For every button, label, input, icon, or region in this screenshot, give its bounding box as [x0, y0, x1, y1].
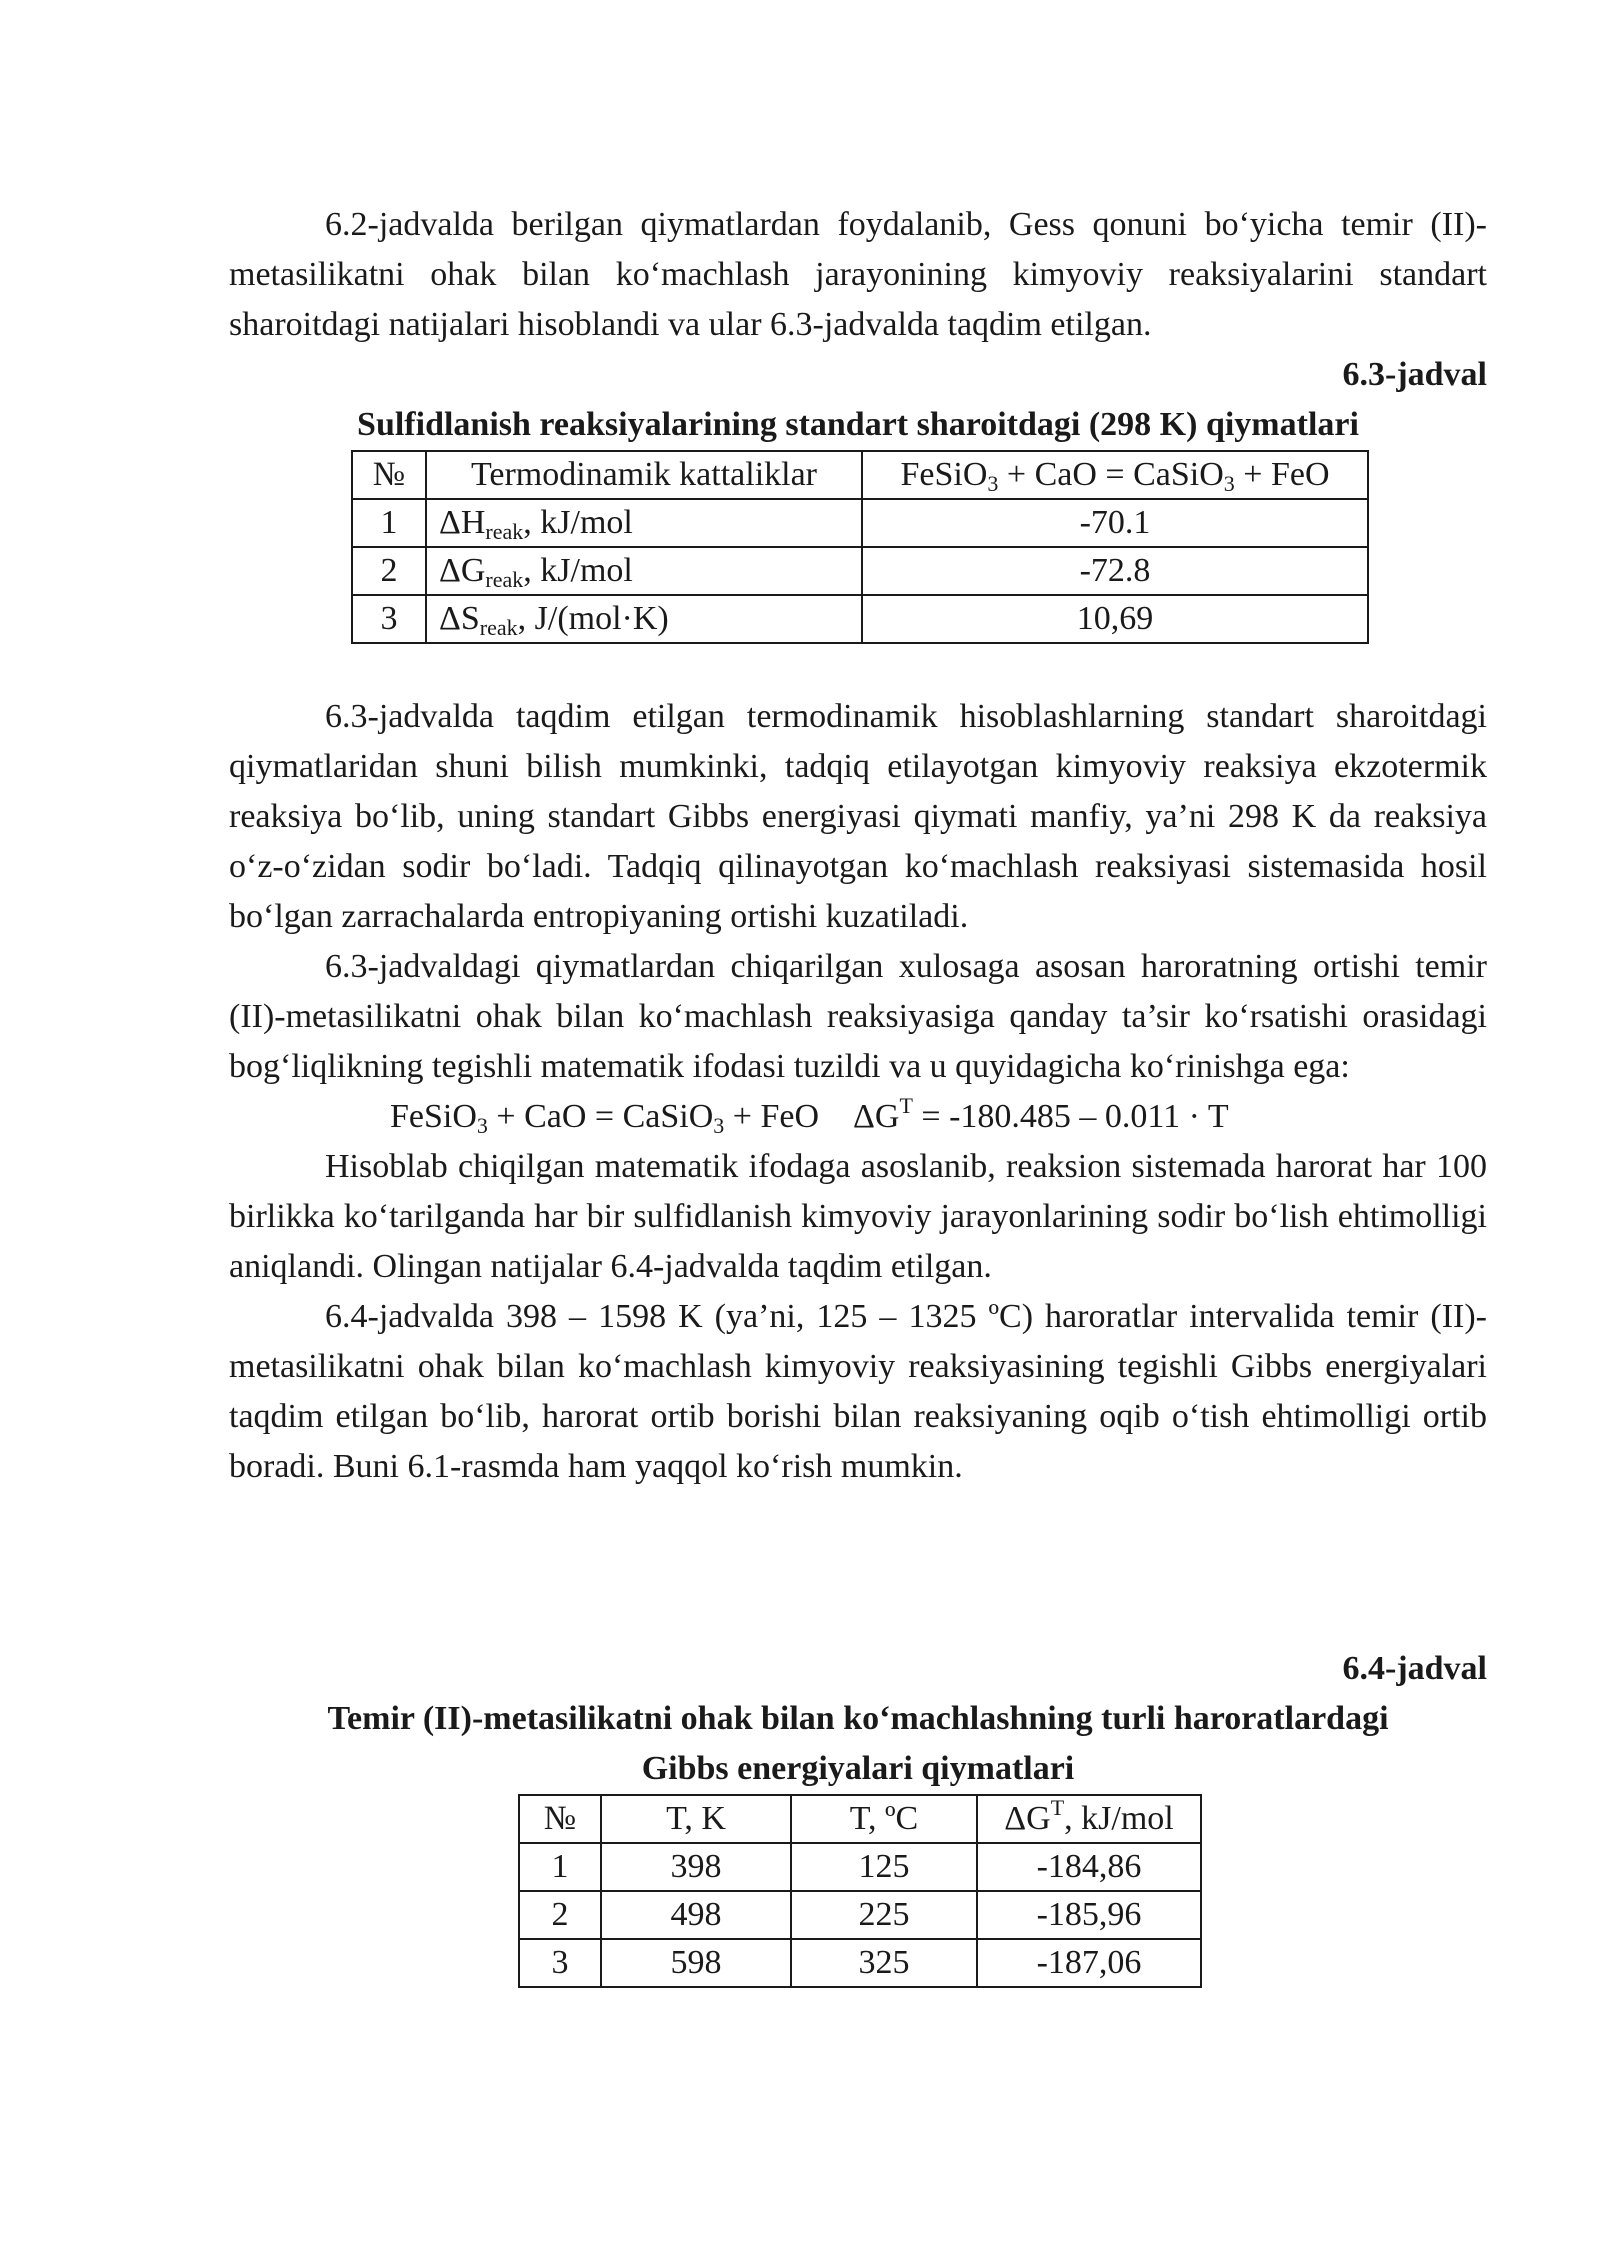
paragraph-analysis: 6.3-jadvalda taqdim etilgan termodinamik hisoblashlarning standart sharoitdagi qiymatlaridan shuni bilish mumkinki, tadqiq etilayotgan kimyoviy reaksiya ekzotermik reaksiya bo‘lib, uning standart Gibbs energiyasi qiymati manfiy, ya’ni 298 K da reaksiya o‘z-o‘zidan sodir bo‘ladi. Tadqiq qilinayotgan ko‘machlash reaksiyasi sistemasida hosil bo‘lgan zarrachalarda entropiyaning ortishi kuzatiladi.: [229, 698, 1487, 935]
table-row: [352, 499, 1368, 547]
row-temperature-c: 125: [791, 1843, 977, 1891]
row-number: 2: [519, 1891, 601, 1939]
row-value: -70.1: [862, 499, 1368, 547]
header-number: №: [519, 1795, 601, 1843]
table-row: [352, 595, 1368, 643]
paragraph-calculation: Hisoblab chiqilgan matematik ifodaga asoslanib, reaksion sistemada harorat har 100 birlikka ko‘tarilganda har bir sulfidlanish kimyoviy jarayonlarining sodir bo‘lish ehtimolligi aniqlandi. Olingan natijalar 6.4-jadvalda taqdim etilgan.: [229, 1148, 1487, 1285]
table-6-3-caption: Sulfidlanish reaksiyalarining standart sharoitdagi (298 K) qiymatlari: [357, 406, 1359, 443]
row-quantity: $\Delta S_{reak}$, J/(mol·K): [426, 595, 862, 643]
table-row: [519, 1843, 1201, 1891]
table-row: [352, 547, 1368, 595]
table-6-4-label: 6.4-jadval: [1342, 1650, 1487, 1687]
row-gibbs: -184,86: [977, 1843, 1201, 1891]
table-row: [519, 1891, 1201, 1939]
row-temperature-c: 325: [791, 1939, 977, 1987]
table-6-3: [351, 450, 1369, 644]
row-quantity: $\Delta H_{reak}$, kJ/mol: [426, 499, 862, 547]
row-number: 1: [352, 499, 426, 547]
header-temperature-c: T, ºC: [791, 1795, 977, 1843]
row-temperature-k: 498: [601, 1891, 791, 1939]
paragraph-dependency: 6.3-jadvaldagi qiymatlardan chiqarilgan xulosaga asosan haroratning ortishi temir (II)-metasilikatni ohak bilan ko‘machlash reaksiyasiga qanday ta’sir ko‘rsatishi orasidagi bog‘liqlikning tegishli matematik ifodasi tuzildi va u quyidagicha ko‘rinishga ega:: [229, 948, 1487, 1085]
table-6-4: [518, 1794, 1202, 1988]
header-reaction: FeSiO$_3$ + CaO = CaSiO$_3$ + FeO: [862, 451, 1368, 499]
header-number: №: [352, 451, 426, 499]
paragraph-intro: 6.2-jadvalda berilgan qiymatlardan foydalanib, Gess qonuni bo‘yicha temir (II)-metasilikatni ohak bilan ko‘machlash jarayonining kimyoviy reaksiyalarini standart sharoitdagi natijalari hisoblandi va ular 6.3-jadvalda taqdim etilgan.: [229, 206, 1487, 343]
table-6-3-label: 6.3-jadval: [1342, 356, 1487, 393]
row-number: 1: [519, 1843, 601, 1891]
header-gibbs: $\Delta G^T$, kJ/mol: [977, 1795, 1201, 1843]
row-value: -72.8: [862, 547, 1368, 595]
header-temperature-k: T, K: [601, 1795, 791, 1843]
row-gibbs: -187,06: [977, 1939, 1201, 1987]
row-temperature-c: 225: [791, 1891, 977, 1939]
table-6-4-caption-line2: Gibbs energiyalari qiymatlari: [641, 1750, 1075, 1787]
header-quantities: Termodinamik kattaliklar: [426, 451, 862, 499]
row-value: 10,69: [862, 595, 1368, 643]
table-header-row: [519, 1795, 1201, 1843]
table-row: [519, 1939, 1201, 1987]
gibbs-formula: FeSiO$_3$ + CaO = CaSiO$_3$ + FeO $\Delta G^T = -180.485 - 0.011 \cdot T$: [390, 1093, 1229, 1138]
row-gibbs: -185,96: [977, 1891, 1201, 1939]
row-number: 3: [352, 595, 426, 643]
row-quantity: $\Delta G_{reak}$, kJ/mol: [426, 547, 862, 595]
row-number: 3: [519, 1939, 601, 1987]
table-6-4-caption-line1: Temir (II)-metasilikatni ohak bilan ko‘machlashning turli haroratlardagi: [327, 1700, 1389, 1737]
table-header-row: [352, 451, 1368, 499]
paragraph-interval: 6.4-jadvalda 398 – 1598 K (ya’ni, 125 – 1325 ºC) haroratlar intervalida temir (II)-metasilikatni ohak bilan ko‘machlash kimyoviy reaksiyasining tegishli Gibbs energiyalari taqdim etilgan bo‘lib, harorat ortib borishi bilan reaksiyaning oqib o‘tish ehtimolligi ortib boradi. Buni 6.1-rasmda ham yaqqol ko‘rish mumkin.: [229, 1298, 1487, 1485]
row-number: 2: [352, 547, 426, 595]
document-page: [229, 200, 1487, 1988]
row-temperature-k: 598: [601, 1939, 791, 1987]
row-temperature-k: 398: [601, 1843, 791, 1891]
